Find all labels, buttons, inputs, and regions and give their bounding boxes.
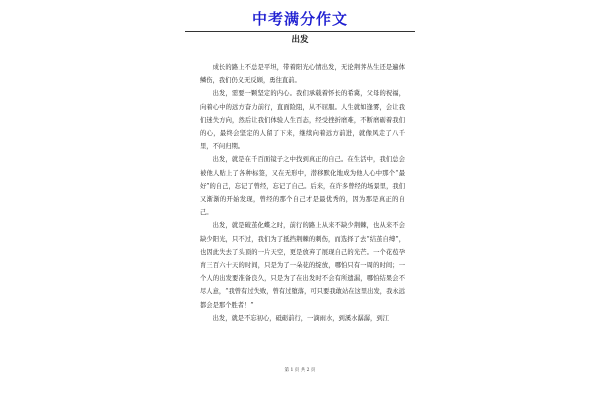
paragraph: 出发，需要一颗坚定的内心。我们承载着怀长的希冀，父母的祝福，向着心中的远方奋力前行，直面险阻，从不屈服。人生就如逢雾，会让我们迷失方向，然后让我们体验人生百态，经受挫折磨难，不断磨砺着我们的心，最终会坚定的人留了下来，继续向着远方前进，就像风走了八千里，不问归期。 [200,90,405,151]
title-divider [185,31,415,32]
essay-body [200,61,405,325]
paragraph: 出发，就是破茧化蝶之时，前行的路上从来不缺少荆棘，也从来不会缺少阳光，只不过，我们为了抵挡荆棘的刺伤，而选择了去“结茧自缚”，也因此失去了头顶的一片天空，更是放弃了展现自己的光芒。一个花苞孕育三百六十天的时间，只是为了一朵花的绽放，哪怕只有一周的时间；一个人的出发要准备良久，只是为了在出发时不会有所遗漏，哪怕结果会不尽人意，“我曾有过失败，曾有过堕落，可只要我敢站在这里出发，我永远都会是那个胜者！” [200,222,405,309]
page-number: 第 1 页 共 2 页 [284,368,316,373]
paragraph: 成长的路上不总是平坦，带着阳光心情出发，无论荆荠丛生还是遍体鳞伤，我们仍义无反顾，勇往直前。 [200,64,405,85]
paragraph: 出发，就是不忘初心，砥砺前行，一滴雨水，到溪水潺潺，到江 [212,314,389,322]
page-title: 中考满分作文 [251,10,348,28]
paragraph: 出发，就是在千百面镜子之中找到真正的自己。在生活中，我们总会被他人贴上了各种标签，又在无形中，潜移默化地成为他人心中那个“最好”的自己，忘记了曾经，忘记了自己。后来，在许多曾经的场景里，我们又渐渐的开始发现，曾经的那个自己才是最优秀的，因为那是真正的自己。 [200,156,405,217]
essay-title: 出发 [291,35,309,45]
